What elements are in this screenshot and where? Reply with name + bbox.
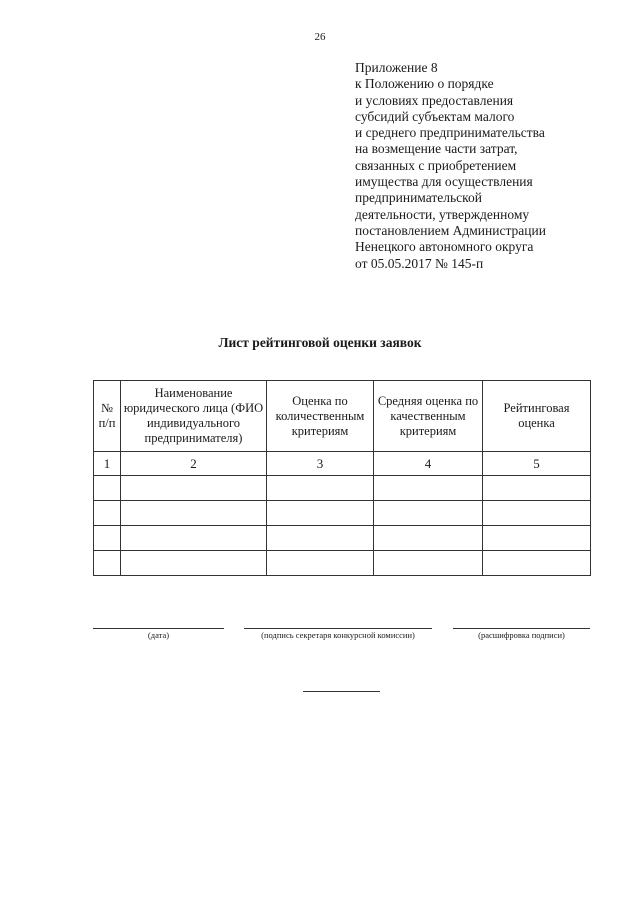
header-number: № п/п [94, 381, 121, 452]
annex-line: и условиях предоставления [355, 92, 514, 108]
annex-line: связанных с приобретением [355, 157, 517, 173]
decoding-caption: (расшифровка подписи) [478, 630, 565, 640]
annex-line: деятельности, утвержденному [355, 206, 530, 222]
column-number: 4 [374, 452, 483, 476]
column-number: 3 [267, 452, 374, 476]
document-title: Лист рейтинговой оценки заявок [218, 335, 422, 350]
page-number: 26 [314, 31, 326, 43]
table-row [94, 526, 591, 551]
table-header-row [94, 381, 591, 452]
table-cell [121, 501, 267, 526]
annex-line: и среднего предпринимательства [355, 125, 545, 141]
table-cell [374, 476, 483, 501]
table-cell [94, 526, 121, 551]
table-cell [483, 526, 591, 551]
annex-line: к Положению о порядке [355, 76, 494, 92]
table-cell [374, 551, 483, 576]
table-cell [483, 476, 591, 501]
date-signature-line [93, 628, 224, 629]
annex-line: Ненецкого автономного округа [355, 239, 534, 255]
table-cell [483, 501, 591, 526]
annex-line: имущества для осуществления [355, 174, 533, 190]
table-cell [374, 526, 483, 551]
column-number-row [94, 452, 591, 476]
table-row [94, 476, 591, 501]
table-cell [267, 526, 374, 551]
table-cell [94, 476, 121, 501]
annex-line: предпринимательской [355, 190, 483, 206]
table-cell [267, 551, 374, 576]
header-quantitative-score: Оценка по количественным критериям [267, 381, 374, 452]
table-cell [374, 501, 483, 526]
table-row [94, 501, 591, 526]
table-cell [267, 476, 374, 501]
table-cell [121, 526, 267, 551]
table-cell [94, 501, 121, 526]
column-number: 2 [121, 452, 267, 476]
header-qualitative-score: Средняя оценка по качественным критериям [374, 381, 483, 452]
table-row [94, 551, 591, 576]
decoding-signature-line [453, 628, 590, 629]
annex-line: на возмещение части затрат, [355, 141, 518, 157]
table-cell [121, 551, 267, 576]
header-applicant-name: Наименование юридического лица (ФИО индивидуального предпринимателя) [121, 381, 267, 452]
column-number: 5 [483, 452, 591, 476]
annex-line: Приложение 8 [355, 60, 438, 75]
secretary-signature-line [244, 628, 432, 629]
date-caption: (дата) [147, 630, 170, 640]
annex-line: постановлением Администрации [355, 222, 546, 238]
header-rating-score: Рейтинговая оценка [483, 381, 591, 452]
table-cell [94, 551, 121, 576]
annex-header [355, 60, 615, 272]
secretary-caption: (подпись секретаря конкурсной комиссии) [261, 630, 415, 640]
table-cell [267, 501, 374, 526]
annex-line: субсидий субъектам малого [355, 108, 515, 124]
annex-line: от 05.05.2017 № 145-п [355, 255, 484, 271]
rating-table [93, 380, 591, 576]
table-cell [483, 551, 591, 576]
table-cell [121, 476, 267, 501]
end-of-document-rule [303, 691, 380, 692]
column-number: 1 [94, 452, 121, 476]
